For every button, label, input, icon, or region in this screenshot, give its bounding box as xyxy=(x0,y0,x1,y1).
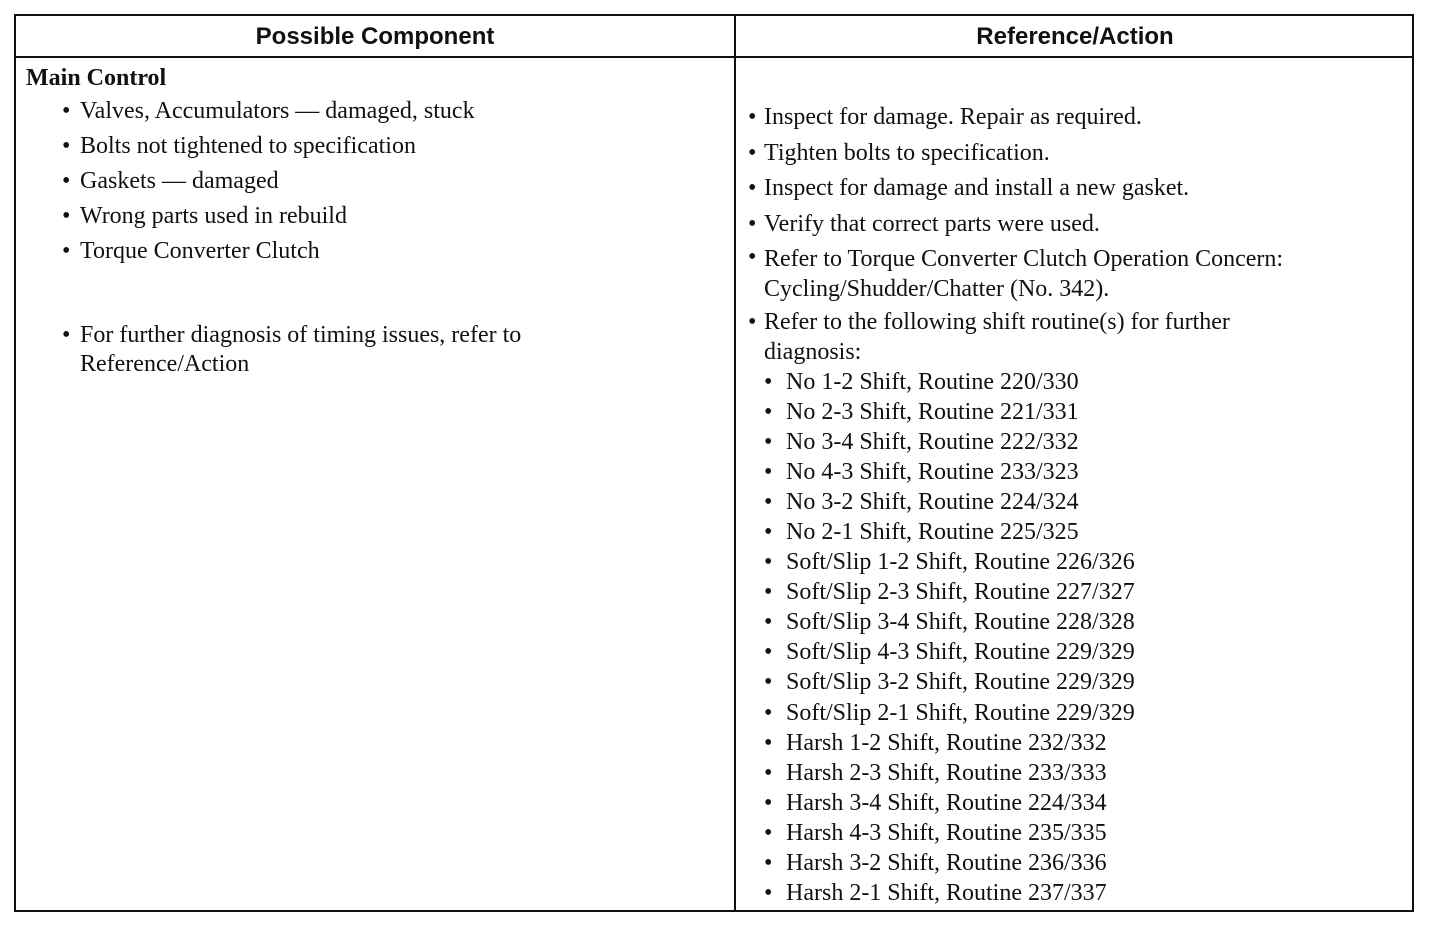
header-divider xyxy=(16,56,1412,58)
routine-item: • Harsh 3-4 Shift, Routine 224/334 xyxy=(764,789,1107,816)
action-item: • Inspect for damage and install a new gasket. xyxy=(748,175,1190,201)
component-item: • For further diagnosis of timing issues, refer to Reference/Action xyxy=(62,322,522,377)
routine-item: • No 1-2 Shift, Routine 220/330 xyxy=(764,369,1079,395)
action-item: • Verify that correct parts were used. xyxy=(748,210,1100,237)
routine-item: • Harsh 2-1 Shift, Routine 237/337 xyxy=(764,879,1107,906)
routine-item: • Harsh 2-3 Shift, Routine 233/333 xyxy=(764,759,1107,786)
routine-item: • No 3-2 Shift, Routine 224/324 xyxy=(764,489,1079,516)
routine-item: • No 3-4 Shift, Routine 222/332 xyxy=(764,429,1079,456)
header-possible-component: Possible Component xyxy=(255,23,495,50)
header-reference-action: Reference/Action xyxy=(976,23,1174,50)
component-item: • Valves, Accumulators — damaged, stuck xyxy=(62,98,475,124)
action-column xyxy=(744,100,1404,908)
routine-item: • No 2-3 Shift, Routine 221/331 xyxy=(764,399,1079,426)
routine-item: • Harsh 1-2 Shift, Routine 232/332 xyxy=(764,729,1107,756)
routine-item: • Soft/Slip 2-3 Shift, Routine 227/327 xyxy=(764,579,1135,606)
section-title: Main Control xyxy=(26,65,167,91)
component-column xyxy=(26,62,726,379)
routine-list xyxy=(744,367,1404,908)
action-item: • Tighten bolts to specification. xyxy=(748,139,1050,166)
routine-item: • Soft/Slip 1-2 Shift, Routine 226/326 xyxy=(764,549,1135,576)
routine-item: • Soft/Slip 3-4 Shift, Routine 228/328 xyxy=(764,609,1135,636)
routine-item: • Soft/Slip 4-3 Shift, Routine 229/329 xyxy=(764,639,1135,666)
component-item: • Bolts not tightened to specification xyxy=(62,133,416,159)
routine-item: • No 4-3 Shift, Routine 233/323 xyxy=(764,459,1079,486)
routine-item: • Soft/Slip 3-2 Shift, Routine 229/329 xyxy=(764,669,1135,696)
component-item: • Wrong parts used in rebuild xyxy=(62,203,347,229)
component-item: • Torque Converter Clutch xyxy=(62,238,320,264)
column-divider xyxy=(734,16,736,910)
action-item: • Inspect for damage. Repair as required. xyxy=(748,104,1142,130)
routine-item: • Harsh 3-2 Shift, Routine 236/336 xyxy=(764,849,1107,876)
diagnostic-table xyxy=(14,14,1414,912)
routine-item: • Harsh 4-3 Shift, Routine 235/335 xyxy=(764,819,1107,846)
action-item: • Refer to Torque Converter Clutch Operation Concern: Cycling/Shudder/Chatter (No. 342). xyxy=(748,244,1284,302)
action-item: • Refer to the following shift routine(s) for further diagnosis: xyxy=(748,309,1230,365)
routine-item: • No 2-1 Shift, Routine 225/325 xyxy=(764,519,1079,546)
routine-item: • Soft/Slip 2-1 Shift, Routine 229/329 xyxy=(764,699,1135,726)
component-item: • Gaskets — damaged xyxy=(62,168,279,194)
